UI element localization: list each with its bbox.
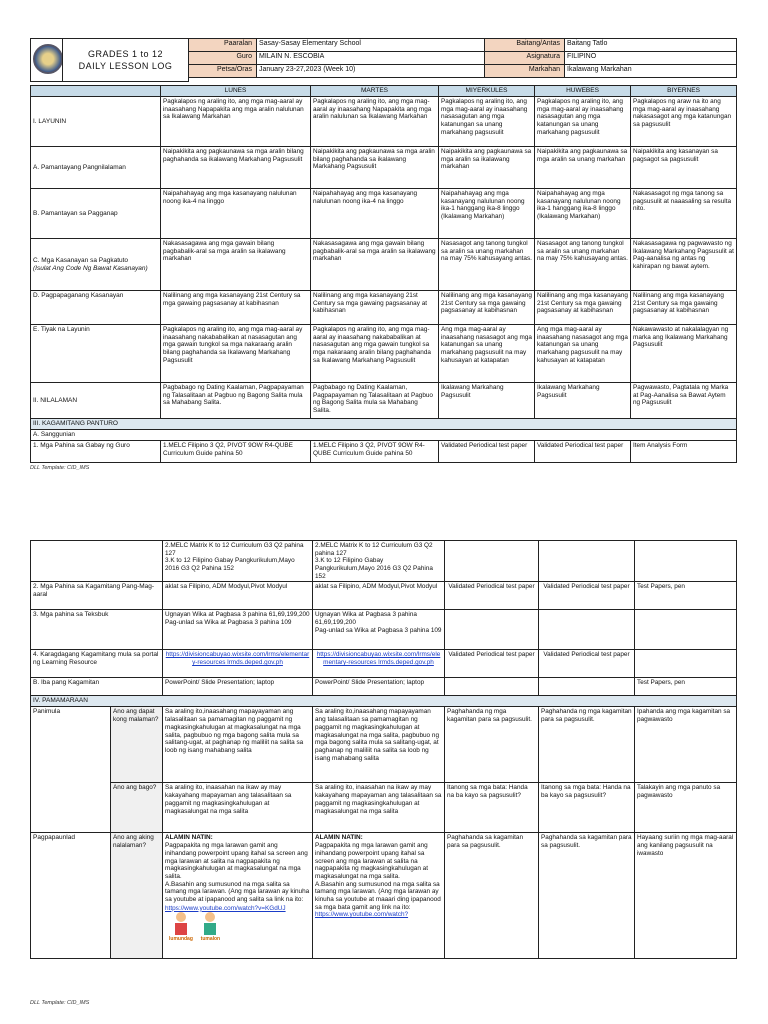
cell-martes: Pagkalapos ng araling ito, ang mga mag-aaral ay inaasahang nakababalikan at nasasagutan ang mga gawain tungkol sa mga nakaraang aralin bilang paghahanda sa Ikalawang Markahang Pagsusulit <box>311 325 439 383</box>
cell-martes <box>313 833 445 959</box>
cell-biyernes: Talakayin ang mga panuto sa pagwawasto <box>635 783 737 833</box>
dll-page-2 <box>30 540 736 959</box>
cell-biyernes: Test Papers, pen <box>635 582 737 610</box>
cell-martes: Naipahahayag ang mga kasanayang nalulunan noong ika-4 na linggo <box>311 189 439 239</box>
phase-label-panimula: Panimula <box>31 707 111 833</box>
footer-template-label-2: DLL Template: CID_IMS <box>30 1000 90 1006</box>
cell-huwebes <box>539 541 635 582</box>
cell-miyerkules <box>445 610 539 650</box>
cell-martes: Naipakikita ang pagkaunawa sa mga aralin bilang paghahanda sa ikalawang Markahang Pagsusulit <box>311 147 439 189</box>
youtube-link-lunes[interactable]: https://www.youtube.com/watch?v=KGdUJ <box>165 904 286 912</box>
table-row-tiyak-na-layunin <box>31 325 737 383</box>
cell-lunes <box>163 833 313 959</box>
cell-miyerkules: Naipakikita ang pagkaunawa sa mga aralin sa ikalawang markahan <box>439 147 535 189</box>
dll-header-table <box>30 38 737 82</box>
cell-martes: Sa araling ito,inaasahang mapayayaman ang talasalitaan sa pamamagitan ng paggamit ng magkasingkahulugan at magkasalungat na mga salita, pagbubuo ng mga bagong salita mula sa salitang-ugat, at paghanap ng maliliit na salita sa loob ng isang mahabang salita <box>313 707 445 783</box>
cell-miyerkules: Naipahahayag ang mga kasanayang nalulunan noong ika-1 hanggang ika-8 linggo (Ikalawang Markahan) <box>439 189 535 239</box>
table-row-pamamaraan <box>31 696 737 707</box>
cell-biyernes <box>635 541 737 582</box>
value-guro: MILAIN N. ESCOBIA <box>257 52 485 65</box>
cell-miyerkules: Validated Periodical test paper <box>445 582 539 610</box>
cell-miyerkules: Nasasagot ang tanong tungkol sa aralin sa unang markahan na may 75% kahusayang antas. <box>439 239 535 291</box>
row-label: 2. Mga Pahina sa Kagamitang Pang-Mag-aaral <box>31 582 163 610</box>
value-baitang: Baitang Tatlo <box>565 39 737 52</box>
table-row-panimula-1 <box>31 707 737 783</box>
cell-miyerkules: Itanong sa mga bata: Handa na ba kayo sa pagsusulit? <box>445 783 539 833</box>
cell-lunes: aklat sa Filipino, ADM Modyul,Pivot Modyul <box>163 582 313 610</box>
alamin-heading: ALAMIN NATIN: <box>165 834 213 842</box>
table-row-layunin <box>31 97 737 147</box>
cell-biyernes: Nalilinang ang mga kasanayang 21st Century sa mga gawaing pagsasanay at kabihasnan <box>631 291 737 325</box>
label-guro: Guro <box>189 52 257 65</box>
cell-lunes: Sa araling ito, inaasahan na ikaw ay may kakayahang mapayaman ang talasalitaan sa paggamit ng magkasingkahulugan at magkasalungat na mga salita <box>163 783 313 833</box>
row-label: B. Pamantayan sa Pagganap <box>31 189 161 239</box>
cell-lunes: Pagbabago ng Dating Kaalaman, Pagpapayaman ng Talasalitaan at Pagbuo ng Bagong Salita mula sa Mahabang Salita. <box>161 383 311 419</box>
picture-row <box>165 905 310 943</box>
cell-miyerkules: Validated Periodical test paper <box>439 441 535 463</box>
table-row-pagpapaganang <box>31 291 737 325</box>
row-label-cell <box>31 239 161 291</box>
cell-lunes: 1.MELC Filipino 3 Q2, PIVOT 9OW R4-QUBE Curriculum Guide pahina 50 <box>161 441 311 463</box>
cell-huwebes: Pagkalapos ng araling ito, ang mga mag-aaral ay inaasahang nasasagutan ang mga katanungan sa unang markahang pagsusulit <box>535 97 631 147</box>
cell-huwebes: Paghahanda ng mga kagamitan para sa pagsusulit. <box>539 707 635 783</box>
leaping-kid-illustration <box>201 912 220 943</box>
cell-miyerkules: Paghahanda ng mga kagamitan para sa pagsusulit. <box>445 707 539 783</box>
deped-seal-logo <box>33 44 63 74</box>
cell-miyerkules: Ang mga mag-aaral ay inaasahang nasasagot ang mga katanungan sa unang markahang pagsusulit na may kahusayan at katapatan <box>439 325 535 383</box>
cell-biyernes: Pagkalapos ng araw na ito ang mga mag-aaral ay inaasahang nakasasagot ang mga katanungan sa pagsusulit <box>631 97 737 147</box>
cell-biyernes: Naipakikita ang kasanayan sa pagsagot sa pagsusulit <box>631 147 737 189</box>
guide-question: Ano ang dapat kong malaman? <box>111 707 163 783</box>
section-heading: III. KAGAMITANG PANTURO <box>31 419 737 430</box>
cell-biyernes <box>635 610 737 650</box>
row-label-note: (Isulat Ang Code Ng Bawat Kasanayan) <box>33 264 148 272</box>
cell-lunes: Naipakikita ang pagkaunawa sa mga aralin bilang paghahanda sa ikalawang Markahang Pagsusulit <box>161 147 311 189</box>
label-markahan: Markahan <box>485 65 565 78</box>
cell-biyernes: Nakawawasto at nakalalagyan ng marka ang Ikalawang Markahang Pagsusulit <box>631 325 737 383</box>
alamin-text: Pagpapakita ng mga larawan gamit ang inihandang powerpoint upang itahal sa screen ang mga larawan at salita na nagpapakita ng magkasingkahulugan at magkasalungat na mga salita. A.Basahin ang sumusunod na mga salita sa tamang mga larawan. (Ang mga larawan ay kinuha sa youtube at ipapanood ang salita sa link na ito: <box>165 842 310 903</box>
cell-huwebes: Naipakikita ang pagkaunawa sa mga aralin sa unang markahan <box>535 147 631 189</box>
day-header-martes: MARTES <box>311 86 439 97</box>
cell-huwebes: Ang mga mag-aaral ay inaasahang nasasagot ang mga katanungan sa unang markahang pagsusulit na may kahusayan at katapatan <box>535 325 631 383</box>
subsection-heading: A. Sanggunian <box>31 430 737 441</box>
value-paaralan: Sasay-Sasay Elementary School <box>257 39 485 52</box>
cell-martes: Pagbabago ng Dating Kaalaman, Pagpapayaman ng Talasalitaan at Pagbuo ng Bagong Salita mula sa Mahabang Salita. <box>311 383 439 419</box>
value-petsa: January 23-27,2023 (Week 10) <box>257 65 485 78</box>
cell-miyerkules: Validated Periodical test paper <box>445 650 539 678</box>
table-row-panimula-2 <box>31 783 737 833</box>
cell-huwebes <box>539 610 635 650</box>
row-label <box>31 541 163 582</box>
cell-lunes: Nalilinang ang mga kasanayang 21st Century sa mga gawaing pagsasanay at kabihasnan <box>161 291 311 325</box>
cell-martes: 2.MELC Matrix K to 12 Curriculum G3 Q2 pahina 127 3.K to 12 Filipino Gabay Pangkurikulum,Mayo 2016 G3 Q2 Pahina 152 <box>313 541 445 582</box>
cell-martes: Sa araling ito, inaasahan na ikaw ay may kakayahang mapayaman ang talasalitaan sa paggamit ng magkasingkahulugan at magkasalungat na mga salita <box>313 783 445 833</box>
day-header-lunes: LUNES <box>161 86 311 97</box>
cell-huwebes: Ikalawang Markahang Pagsusulit <box>535 383 631 419</box>
cell-huwebes: Nasasagot ang tanong tungkol sa aralin sa unang markahan na may 75% kahusayang antas. <box>535 239 631 291</box>
cell-biyernes: Nakasasagawa ng pagwawasto ng Ikalawang Markahang Pagsusulit at Pag-aanalisa ng antas ng kahirapan ng bawat aytem. <box>631 239 737 291</box>
guide-question: Ano ang aking nalalaman? <box>111 833 163 959</box>
lrmds-link-martes[interactable]: https://divisioncabuyao.wixsite.com/lrms/elementary-resources lrmds.deped.gov.ph <box>316 651 441 667</box>
value-asignatura: FILIPINO <box>565 52 737 65</box>
value-markahan: Ikalawang Markahan <box>565 65 737 78</box>
cell-lunes: Sa araling ito,inaasahang mapayayaman ang talasalitaan sa pamamagitan ng paggamit ng magkasingkahulugan at magkasalungat na mga salita, pagbubuo ng mga bagong salita mula sa salitang-ugat, at paghanap ng maliliit na salita sa loob ng isang mahabang salita <box>163 707 313 783</box>
cell-huwebes <box>539 678 635 696</box>
cell-biyernes: Pagwawasto, Pagtatala ng Marka at Pag-Aanalisa sa Bawat Aytem ng Pagsusulit <box>631 383 737 419</box>
label-paaralan: Paaralan <box>189 39 257 52</box>
cell-lunes: 2.MELC Matrix K to 12 Curriculum G3 Q2 pahina 127 3.K to 12 Filipino Gabay Pangkurikulum,Mayo 2016 G3 Q2 Pahina 152 <box>163 541 313 582</box>
row-label: E. Tiyak na Layunin <box>31 325 161 383</box>
cell-lunes: Nakasasagawa ang mga gawain bilang pagbabalik-aral sa mga aralin sa ikalawang markahan <box>161 239 311 291</box>
cell-huwebes: Validated Periodical test paper <box>539 650 635 678</box>
cell-biyernes: Nakasasagot ng mga tanong sa pagsusulit at naaasaling sa resulta nito. <box>631 189 737 239</box>
cell-martes: Pagkalapos ng araling ito, ang mga mag-aaral ay inaasahang Napapakita ang mga aralin nalulunan sa Ikalawang Markahan <box>311 97 439 147</box>
day-header-miyerkules: MIYERKULES <box>439 86 535 97</box>
row-label: II. NILALAMAN <box>31 383 161 419</box>
cell-huwebes: Naipahahayag ang mga kasanayang nalulunan noong ika-1 hanggang ika-8 linggo (Ikalawang Markahan) <box>535 189 631 239</box>
alamin-heading: ALAMIN NATIN: <box>315 834 363 842</box>
cell-martes: Nakasasagawa ang mga gawain bilang pagbabalik-aral sa mga aralin sa ikalawang markahan <box>311 239 439 291</box>
cell-biyernes: Test Papers, pen <box>635 678 737 696</box>
table-row-pagganap <box>31 189 737 239</box>
cell-huwebes: Paghahanda sa kagamitan para sa pagsusulit. <box>539 833 635 959</box>
table-row-kagamitang-mag-aaral <box>31 582 737 610</box>
dll-page-1 <box>30 38 736 463</box>
cell-huwebes: Nalilinang ang mga kasanayang 21st Century sa mga gawaing pagsasanay at kabihasnan <box>535 291 631 325</box>
phase-label-pagpapaunlad: Pagpapaunlad <box>31 833 111 959</box>
row-label: 4. Karagdagang Kagamitang mula sa portal ng Learning Resource <box>31 650 163 678</box>
section-heading: IV. PAMAMARAAN <box>31 696 737 707</box>
table-row-sanggunian <box>31 430 737 441</box>
day-header-blank <box>31 86 161 97</box>
cell-martes: Ugnayan Wika at Pagbasa 3 pahina 61,69,199,200 Pag-unlad sa Wika at Pagbasa 3 pahina 109 <box>313 610 445 650</box>
caption-tumalon: tumalon <box>200 936 221 943</box>
title-line-1: GRADES 1 to 12 <box>87 48 164 59</box>
table-row-pangnilalaman <box>31 147 737 189</box>
caption-lumundag: lumundag <box>169 936 193 943</box>
jumping-kid-illustration <box>169 912 193 943</box>
cell-lunes: Pagkalapos ng araling ito, ang mga mag-aaral ay inaasahang Napapakita ang mga aralin nalulunan sa Ikalawang Markahan <box>161 97 311 147</box>
table-row-gabay-guro <box>31 441 737 463</box>
cell-biyernes <box>635 650 737 678</box>
table-row-pagpapaunlad <box>31 833 737 959</box>
cell-biyernes: Hayaang suriin ng mga mag-aaral ang kanilang pagsusulit na iwawasto <box>635 833 737 959</box>
deped-logo-cell <box>31 39 63 82</box>
table-row-gabay-continued <box>31 541 737 582</box>
alamin-text: Pagpapakita ng mga larawan gamit ang inihandang powerpoint upang itahal sa screen ang mga larawan at salita na nagpapakita ng magkasingkahulugan at magkasalungat na mga salita. A.Basahin ang sumusunod na mga salita sa tamang mga larawan. (Ang mga larawan ay kinuha sa youtube at maaari ding ipapanood sa mga bata gamit ang link na ito: <box>315 842 441 911</box>
dll-main-table <box>30 85 737 463</box>
cell-miyerkules: Ikalawang Markahang Pagsusulit <box>439 383 535 419</box>
row-label: 1. Mga Pahina sa Gabay ng Guro <box>31 441 161 463</box>
lrmds-link-lunes[interactable]: https://divisioncabuyao.wixsite.com/lrms/elementary-resources lrmds.deped.gov.ph <box>165 651 310 667</box>
cell-miyerkules <box>445 541 539 582</box>
cell-martes: 1.MELC Filipino 3 Q2, PIVOT 9OW R4-QUBE Curriculum Guide pahina 50 <box>311 441 439 463</box>
cell-martes: aklat sa Filipino, ADM Modyul,Pivot Modyul <box>313 582 445 610</box>
cell-miyerkules: Pagkalapos ng araling ito, ang mga mag-aaral ay inaasahang nasasagutan ang mga katanungan sa unang markahang pagsusulit <box>439 97 535 147</box>
label-petsa: Petsa/Oras <box>189 65 257 78</box>
table-row-kagamitang-panturo <box>31 419 737 430</box>
day-header-huwebes: HUWEBES <box>535 86 631 97</box>
row-label: D. Pagpapaganang Kasanayan <box>31 291 161 325</box>
row-label: A. Pamantayang Pangnilalaman <box>31 147 161 189</box>
guide-question: Ano ang bago? <box>111 783 163 833</box>
row-label: 3. Mga pahina sa Teksbuk <box>31 610 163 650</box>
picture-illustrations <box>169 912 226 943</box>
cell-huwebes: Itanong sa mga bata: Handa na ba kayo sa pagsusulit? <box>539 783 635 833</box>
row-label: C. Mga Kasanayan sa Pagkatuto <box>33 256 129 264</box>
document-title <box>63 39 189 82</box>
cell-biyernes: Item Analysis Form <box>631 441 737 463</box>
table-row-learning-resource <box>31 650 737 678</box>
cell-martes: Nalilinang ang mga kasanayang 21st Century sa mga gawaing pagsasanay at kabihasnan <box>311 291 439 325</box>
dll-continuation-table <box>30 540 737 959</box>
row-label: I. LAYUNIN <box>31 97 161 147</box>
cell-biyernes: Ipahanda ang mga kagamitan sa pagwawasto <box>635 707 737 783</box>
day-header-biyernes: BIYERNES <box>631 86 737 97</box>
cell-huwebes: Validated Periodical test paper <box>535 441 631 463</box>
cell-miyerkules: Paghahanda sa kagamitan para sa pagsusulit. <box>445 833 539 959</box>
label-baitang: Baitang/Antas <box>485 39 565 52</box>
table-row-iba-pang-kagamitan <box>31 678 737 696</box>
cell-lunes: Pagkalapos ng araling ito, ang mga mag-aaral ay inaasahang nakababalikan at nasasagutan ang mga gawain tungkol sa mga nakaraang aralin bilang paghahanda sa Ikalawang Markahang Pagsusulit <box>161 325 311 383</box>
table-row-kasanayan-pagkatuto <box>31 239 737 291</box>
table-row-teksbuk <box>31 610 737 650</box>
row-label: B. Iba pang Kagamitan <box>31 678 163 696</box>
cell-martes: PowerPoint/ Slide Presentation; laptop <box>313 678 445 696</box>
cell-lunes: Ugnayan Wika at Pagbasa 3 pahina 61,69,199,200 Pag-unlad sa Wika at Pagbasa 3 pahina 109 <box>163 610 313 650</box>
label-asignatura: Asignatura <box>485 52 565 65</box>
youtube-link-martes[interactable]: https://www.youtube.com/watch? <box>315 911 409 919</box>
cell-martes <box>313 650 445 678</box>
cell-lunes <box>163 650 313 678</box>
cell-lunes: PowerPoint/ Slide Presentation; laptop <box>163 678 313 696</box>
title-line-2: DAILY LESSON LOG <box>78 61 173 71</box>
cell-miyerkules <box>445 678 539 696</box>
table-row-nilalaman <box>31 383 737 419</box>
cell-miyerkules: Nalilinang ang mga kasanayang 21st Century sa mga gawaing pagsasanay at kabihasnan <box>439 291 535 325</box>
cell-huwebes: Validated Periodical test paper <box>539 582 635 610</box>
footer-template-label-1: DLL Template: CID_IMS <box>30 465 90 471</box>
cell-lunes: Naipahahayag ang mga kasanayang nalulunan noong ika-4 na linggo <box>161 189 311 239</box>
